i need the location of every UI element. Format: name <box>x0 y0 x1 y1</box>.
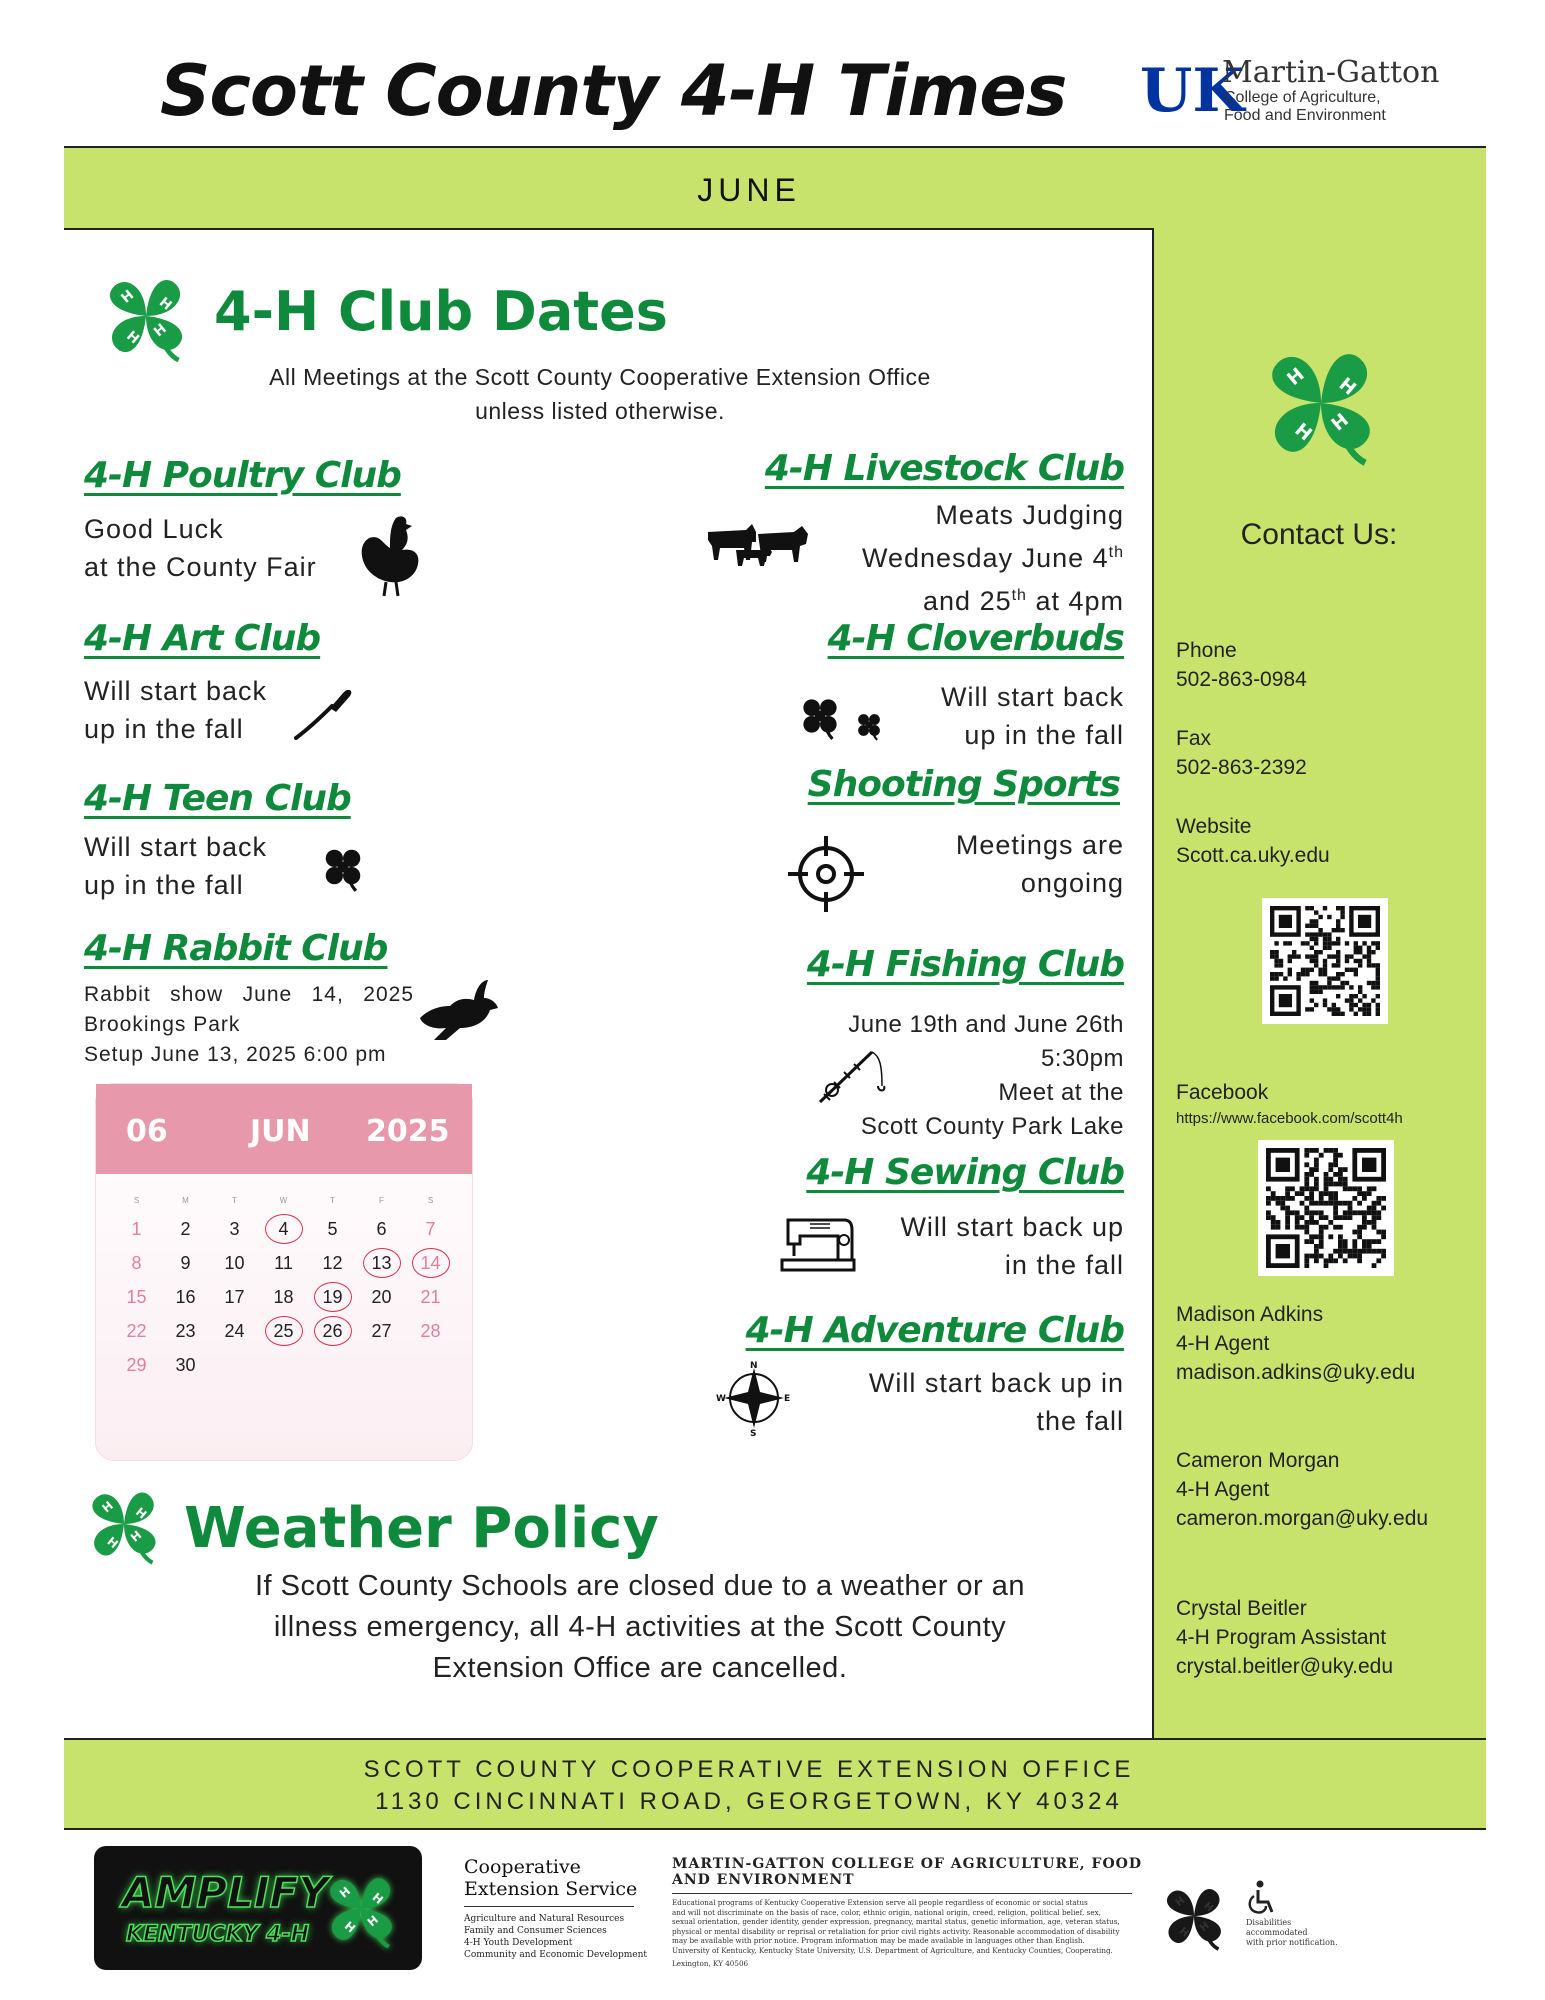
facebook-qr-code[interactable] <box>1258 1140 1394 1276</box>
calendar-day-of-week: T <box>232 1196 237 1205</box>
art-club-text <box>84 672 267 748</box>
website-qr-code[interactable] <box>1262 898 1388 1024</box>
shooting-line2: ongoing <box>1020 868 1124 898</box>
cloverbuds-text <box>800 678 1124 754</box>
person-name: Madison Adkins <box>1176 1303 1324 1326</box>
calendar-day[interactable]: 7 <box>425 1219 436 1239</box>
glowing-clover-icon <box>320 1868 402 1950</box>
livestock-line3-pre: and 25 <box>923 586 1012 616</box>
paintbrush-icon <box>292 686 356 742</box>
coop-title-1: Cooperative <box>464 1856 581 1878</box>
livestock-line1: Meats Judging <box>935 500 1124 530</box>
coop-program: 4-H Youth Development <box>464 1938 573 1948</box>
calendar-day <box>259 1348 308 1382</box>
calendar-day <box>210 1348 259 1382</box>
teen-line2: up in the fall <box>84 870 244 900</box>
calendar-day-of-week: S <box>133 1196 140 1205</box>
facebook-label: Facebook <box>1176 1081 1269 1104</box>
coop-program: Community and Economic Development <box>464 1950 648 1960</box>
footer-office-name: SCOTT COUNTY COOPERATIVE EXTENSION OFFICE <box>363 1756 1135 1783</box>
kentucky-4h-text: KENTUCKY 4-H <box>126 1922 309 1947</box>
club-dates-subtitle-line2: unless listed otherwise. <box>475 398 725 424</box>
calendar-day-of-week: S <box>427 1196 434 1205</box>
teen-line1: Will start back <box>84 832 268 862</box>
university-logo <box>1140 55 1440 125</box>
calendar-week <box>112 1246 456 1280</box>
poultry-line2: at the County Fair <box>84 552 317 582</box>
calendar-day[interactable]: 19 <box>308 1280 357 1314</box>
clover-4h-icon <box>82 1482 166 1566</box>
cooperative-extension-logo <box>464 1856 654 1961</box>
calendar-year: 2025 <box>366 1114 450 1149</box>
livestock-line3-sup: th <box>1011 587 1027 604</box>
cloverbuds-heading: 4-H Cloverbuds <box>827 618 1124 659</box>
university-subtitle-2: Food and Environment <box>1224 107 1386 124</box>
rabbit-line2: Brookings Park <box>84 1013 241 1036</box>
adventure-line2: the fall <box>1036 1406 1124 1436</box>
calendar-month-name: JUN <box>250 1114 311 1149</box>
calendar-month-number: 06 <box>126 1114 168 1149</box>
fishing-line3: Meet at the <box>998 1079 1124 1106</box>
website-link[interactable]: Scott.ca.uky.edu <box>1176 844 1330 867</box>
disabilities-line: Disabilities <box>1246 1918 1292 1927</box>
website-section <box>1176 812 1330 870</box>
sewing-club-heading: 4-H Sewing Club <box>806 1152 1124 1193</box>
rabbit-club-heading: 4-H Rabbit Club <box>84 928 388 969</box>
calendar-day <box>406 1348 455 1382</box>
calendar-day[interactable]: 13 <box>357 1246 406 1280</box>
small-clover-icon <box>852 708 886 742</box>
club-dates-title: 4-H Club Dates <box>214 280 668 343</box>
coop-program: Agriculture and Natural Resources <box>464 1914 625 1924</box>
black-4h-clover-icon <box>1158 1880 1230 1952</box>
calendar-day[interactable]: 2 <box>180 1219 191 1239</box>
person-name: Cameron Morgan <box>1176 1449 1340 1472</box>
clover-4h-icon <box>1256 338 1386 468</box>
fishing-club-text <box>760 1008 1124 1144</box>
amplify-text: AMPLIFY <box>122 1868 329 1917</box>
mg-body-line: may be available with prior notice. Program information may be made available in languages other than English. <box>672 1936 1085 1945</box>
rabbit-club-text <box>84 980 414 1070</box>
uk-logo-icon <box>1140 56 1245 126</box>
livestock-club-heading: 4-H Livestock Club <box>764 448 1124 489</box>
newsletter-title: Scott County 4-H Times <box>160 50 1067 132</box>
calendar-day[interactable]: 5 <box>327 1219 338 1239</box>
calendar-day[interactable]: 23 <box>175 1321 196 1341</box>
rabbit-line3: Setup June 13, 2025 6:00 pm <box>84 1043 387 1066</box>
svg-text:N: N <box>750 1361 758 1371</box>
calendar-day[interactable]: 4 <box>259 1212 308 1246</box>
calendar-day[interactable]: 21 <box>420 1287 441 1307</box>
livestock-line2-text: Wednesday June 4 <box>861 543 1109 573</box>
calendar-week <box>112 1280 456 1314</box>
disabilities-line: accommodated <box>1246 1928 1308 1937</box>
club-dates-subtitle-line1: All Meetings at the Scott County Cooperative Extension Office <box>269 364 931 390</box>
calendar-day-of-week: M <box>182 1196 189 1205</box>
calendar-grid <box>112 1190 456 1382</box>
fax-label: Fax <box>1176 727 1212 750</box>
disabilities-line: with prior notification. <box>1246 1938 1338 1947</box>
calendar-day[interactable]: 30 <box>175 1355 196 1375</box>
clover-4h-icon <box>98 268 194 364</box>
person-role: 4-H Agent <box>1176 1478 1270 1501</box>
person-email[interactable]: madison.adkins@uky.edu <box>1176 1361 1416 1384</box>
calendar-day[interactable]: 28 <box>420 1321 441 1341</box>
amplify-kentucky-4h-logo <box>94 1846 422 1970</box>
calendar-day[interactable]: 26 <box>308 1314 357 1348</box>
wheelchair-icon <box>1246 1880 1278 1916</box>
calendar-week <box>112 1348 456 1382</box>
calendar-day[interactable]: 25 <box>259 1314 308 1348</box>
fishing-line2: 5:30pm <box>1040 1045 1124 1072</box>
weather-policy-title: Weather Policy <box>184 1496 659 1561</box>
crosshair-icon <box>786 834 866 914</box>
fishing-line1: June 19th and June 26th <box>848 1011 1124 1038</box>
svg-text:S: S <box>750 1429 757 1439</box>
art-line1: Will start back <box>84 676 268 706</box>
calendar-day[interactable]: 3 <box>229 1219 240 1239</box>
poultry-line1: Good Luck <box>84 514 224 544</box>
qr-code-icon <box>1270 906 1380 1016</box>
sewing-line1: Will start back up <box>900 1212 1124 1242</box>
calendar-header <box>96 1084 472 1174</box>
calendar-day <box>357 1348 406 1382</box>
compass-icon <box>716 1360 792 1439</box>
person-name: Crystal Beitler <box>1176 1597 1307 1620</box>
calendar-day[interactable]: 17 <box>224 1287 245 1307</box>
calendar-day[interactable]: 29 <box>126 1355 147 1375</box>
mg-divider <box>672 1893 1132 1894</box>
phone-label: Phone <box>1176 639 1237 662</box>
weather-line2: illness emergency, all 4-H activities at the Scott County <box>273 1611 1007 1643</box>
mg-body-line: physical or mental disability or reprisal or retaliation for prior civil rights activity. Reasonable accommodation of disability <box>672 1926 1120 1936</box>
contact-title: Contact Us: <box>1240 518 1398 551</box>
rabbit-icon <box>416 978 502 1048</box>
phone-section <box>1176 636 1307 694</box>
contact-person-3 <box>1176 1594 1393 1681</box>
teen-club-heading: 4-H Teen Club <box>84 778 351 819</box>
sewing-club-text <box>860 1208 1124 1284</box>
teen-club-text <box>84 828 267 904</box>
calendar-day[interactable]: 24 <box>224 1321 245 1341</box>
weather-line1: If Scott County Schools are closed due to a weather or an <box>254 1570 1026 1602</box>
shooting-sports-text <box>880 826 1124 902</box>
livestock-icon <box>706 520 810 570</box>
adventure-club-heading: 4-H Adventure Club <box>745 1310 1124 1351</box>
club-dates-subtitle <box>150 360 1050 428</box>
sewing-machine-icon <box>780 1210 856 1274</box>
disabilities-note <box>1246 1918 1338 1948</box>
calendar-day[interactable]: 11 <box>274 1253 293 1273</box>
svg-text:W: W <box>716 1394 726 1404</box>
calendar-week <box>112 1314 456 1348</box>
content-top-border <box>64 228 1154 230</box>
weather-line3: Extension Office are cancelled. <box>432 1652 848 1684</box>
cloverbuds-line1: Will start back <box>940 682 1124 712</box>
calendar-day[interactable]: 18 <box>273 1287 294 1307</box>
clovers-icon <box>794 690 846 742</box>
mg-city: Lexington, KY 40506 <box>672 1959 749 1968</box>
calendar-day[interactable]: 22 <box>126 1321 147 1341</box>
university-subtitle-1: College of Agriculture, <box>1224 89 1381 106</box>
footer-banner <box>64 1738 1486 1830</box>
fax-number: 502-863-2392 <box>1176 756 1307 779</box>
fishing-rod-icon <box>816 1046 888 1106</box>
sewing-line2: in the fall <box>1004 1250 1124 1280</box>
website-label: Website <box>1176 815 1252 838</box>
art-line2: up in the fall <box>84 714 244 744</box>
calendar-day[interactable]: 27 <box>371 1321 392 1341</box>
rabbit-line1: Rabbit show June 14, 2025 <box>84 983 414 1006</box>
livestock-line3 <box>700 577 1124 620</box>
svg-text:E: E <box>784 1394 791 1404</box>
calendar-day[interactable]: 12 <box>322 1253 343 1273</box>
university-name: Martin-Gatton <box>1222 55 1440 90</box>
fax-section <box>1176 724 1307 782</box>
qr-code-icon <box>1266 1148 1386 1268</box>
shooting-sports-heading: Shooting Sports <box>807 764 1120 805</box>
fishing-club-heading: 4-H Fishing Club <box>806 944 1124 985</box>
fishing-line4: Scott County Park Lake <box>860 1113 1124 1140</box>
facebook-link[interactable]: https://www.facebook.com/scott4h <box>1176 1110 1403 1127</box>
calendar-day[interactable]: 20 <box>371 1287 392 1307</box>
mg-body-line: University of Kentucky, Kentucky State University, U.S. Department of Agriculture, and Kentucky Counties, Cooperating. <box>672 1945 1113 1955</box>
art-club-heading: 4-H Art Club <box>84 618 321 659</box>
calendar-day[interactable]: 1 <box>131 1219 142 1239</box>
person-role: 4-H Program Assistant <box>1176 1626 1387 1649</box>
martin-gatton-statement <box>672 1856 1142 1969</box>
calendar-day-of-week: W <box>279 1196 288 1205</box>
phone-number[interactable]: 502-863-0984 <box>1176 668 1307 691</box>
person-role: 4-H Agent <box>1176 1332 1270 1355</box>
weather-policy-text <box>130 1566 1150 1689</box>
poultry-club-heading: 4-H Poultry Club <box>84 455 401 496</box>
calendar-week <box>112 1212 456 1246</box>
clover-icon <box>316 840 370 894</box>
livestock-line2-sup: th <box>1108 544 1124 561</box>
calendar-day[interactable]: 9 <box>180 1253 191 1273</box>
mg-body-line: and will not discriminate on the basis of race, color, ethnic origin, national origin, creed, religion, political belief, sex, <box>672 1907 1101 1917</box>
person-email[interactable]: crystal.beitler@uky.edu <box>1176 1655 1394 1678</box>
calendar-day[interactable]: 15 <box>126 1287 147 1307</box>
calendar-day[interactable]: 6 <box>376 1219 387 1239</box>
calendar-day-of-week: T <box>330 1196 335 1205</box>
contact-person-2 <box>1176 1446 1428 1533</box>
calendar-day <box>308 1348 357 1382</box>
contact-person-1 <box>1176 1300 1415 1387</box>
coop-title-2: Extension Service <box>464 1878 638 1900</box>
coop-program: Family and Consumer Sciences <box>464 1926 607 1936</box>
june-calendar <box>96 1084 472 1460</box>
calendar-day[interactable]: 16 <box>175 1287 196 1307</box>
mg-body-line: sexual orientation, gender identity, gender expression, pregnancy, marital status, genetic information, age, veteran status, <box>672 1917 1120 1926</box>
adventure-line1: Will start back up in <box>868 1368 1124 1398</box>
footer-address: 1130 CINCINNATI ROAD, GEORGETOWN, KY 40324 <box>375 1788 1123 1815</box>
coop-divider <box>464 1906 634 1907</box>
shooting-line1: Meetings are <box>955 830 1124 860</box>
mg-body-line: Educational programs of Kentucky Cooperative Extension serve all people regardless of economic or social status <box>672 1898 1088 1907</box>
livestock-line3-post: at 4pm <box>1026 586 1124 616</box>
calendar-day-of-week: F <box>379 1196 384 1205</box>
calendar-day[interactable]: 8 <box>131 1253 142 1273</box>
calendar-day[interactable]: 10 <box>224 1253 245 1273</box>
mg-title: MARTIN-GATTON COLLEGE OF AGRICULTURE, FOOD AND ENVIRONMENT <box>672 1856 1142 1888</box>
person-email[interactable]: cameron.morgan@uky.edu <box>1176 1507 1429 1530</box>
calendar-day[interactable]: 14 <box>406 1246 455 1280</box>
svg-text:UK: UK <box>1140 56 1245 126</box>
adventure-club-text <box>820 1364 1124 1440</box>
month-label: JUNE <box>697 172 801 208</box>
cloverbuds-line2: up in the fall <box>964 720 1124 750</box>
poultry-club-text <box>84 510 317 586</box>
chicken-icon <box>356 512 422 598</box>
